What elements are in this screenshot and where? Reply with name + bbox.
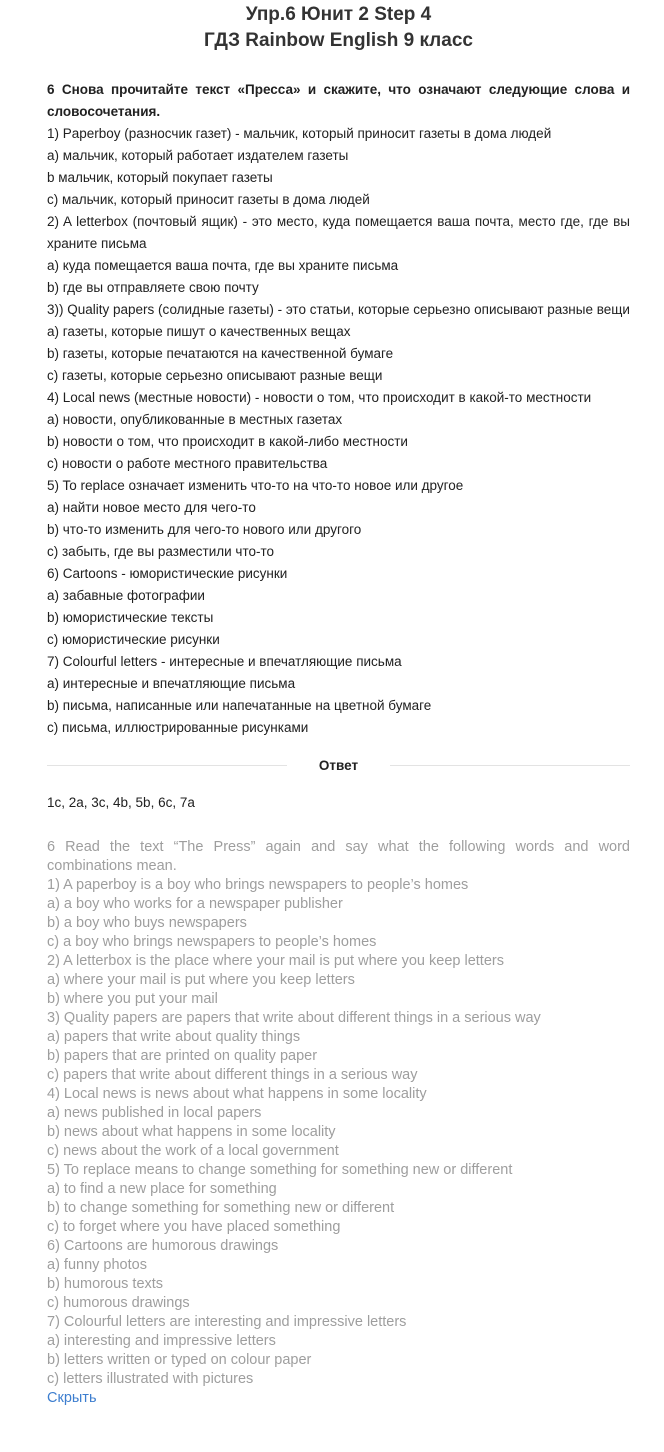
exercise-line-en: b) news about what happens in some locality (47, 1124, 336, 1140)
exercise-line-en: 7) Colourful letters are interesting and impressive letters (47, 1314, 407, 1330)
divider-line-right (390, 765, 630, 766)
divider-line-left (47, 765, 287, 766)
exercise-line-ru: b) новости о том, что происходит в какой-либо местности (47, 434, 408, 449)
exercise-line-en: 3) Quality papers are papers that write about different things in a serious way (47, 1010, 541, 1026)
exercise-lines-ru (47, 123, 630, 739)
exercise-line-en: a) news published in local papers (47, 1105, 262, 1121)
exercise-line-ru: b) юмористические тексты (47, 610, 214, 625)
answer-keys: 1c, 2a, 3c, 4b, 5b, 6c, 7a (47, 795, 195, 810)
page (0, 4, 664, 1408)
exercise-line-en: b) to change something for something new or different (47, 1200, 395, 1216)
exercise-line-en: 1) A paperboy is a boy who brings newspapers to people’s homes (47, 877, 469, 893)
exercise-line-ru: 3)) Quality papers (солидные газеты) - это статьи, которые серьезно описывают разные вещи (47, 302, 630, 317)
exercise-line-en: a) interesting and impressive letters (47, 1333, 276, 1349)
answer-divider (47, 755, 630, 775)
exercise-line-ru: 4) Local news (местные новости) - новости о том, что происходит в какой-то местности (47, 390, 592, 405)
exercise-line-en: c) a boy who brings newspapers to people’s homes (47, 934, 377, 950)
exercise-line-en: a) papers that write about quality things (47, 1029, 301, 1045)
exercise-line-ru: b) что-то изменить для чего-то нового или другого (47, 522, 362, 537)
exercise-line-ru: a) интересные и впечатляющие письма (47, 676, 296, 691)
exercise-line-en: b) where you put your mail (47, 991, 218, 1007)
exercise-line-en: c) to forget where you have placed something (47, 1219, 341, 1235)
exercise-line-en: b) a boy who buys newspapers (47, 915, 247, 931)
exercise-line-ru: 2) A letterbox (почтовый ящик) - это место, куда помещается ваша почта, место где, где вы храните письма (47, 214, 630, 251)
answer-label: Ответ (318, 757, 359, 773)
page-subtitle: ГДЗ Rainbow English 9 класс (204, 30, 473, 51)
exercise-line-ru: c) новости о работе местного правительства (47, 456, 328, 471)
exercise-line-ru: 1) Paperboy (разносчик газет) - мальчик, который приносит газеты в дома людей (47, 126, 552, 141)
exercise-line-en: b) letters written or typed on colour paper (47, 1352, 312, 1368)
hide-translation-link[interactable]: Скрыть (47, 1390, 97, 1406)
exercise-line-en: 2) A letterbox is the place where your mail is put where you keep letters (47, 953, 504, 969)
exercise-line-ru: c) юмористические рисунки (47, 632, 220, 647)
exercise-task-ru: 6 Снова прочитайте текст «Пресса» и скажите, что означают следующие слова и словосочетания. (47, 82, 630, 119)
exercise-lines-en (47, 838, 630, 1389)
exercise-line-ru: 6) Cartoons - юмористические рисунки (47, 566, 288, 581)
exercise-line-en: c) humorous drawings (47, 1295, 190, 1311)
exercise-line-en: b) humorous texts (47, 1276, 164, 1292)
exercise-line-ru: a) куда помещается ваша почта, где вы храните письма (47, 258, 399, 273)
exercise-line-ru: a) мальчик, который работает издателем газеты (47, 148, 349, 163)
exercise-line-ru: b) газеты, которые печатаются на качественной бумаге (47, 346, 394, 361)
exercise-line-ru: b) где вы отправляете свою почту (47, 280, 259, 295)
page-header (47, 4, 630, 52)
exercise-line-en: 6 Read the text “The Press” again and say what the following words and word combinations mean. (47, 839, 630, 874)
exercise-line-ru: a) забавные фотографии (47, 588, 205, 603)
exercise-en (47, 838, 630, 1408)
exercise-line-ru: c) газеты, которые серьезно описывают разные вещи (47, 368, 383, 383)
exercise-line-ru: c) забыть, где вы разместили что-то (47, 544, 275, 559)
exercise-line-ru: b) письма, написанные или напечатанные на цветной бумаге (47, 698, 432, 713)
exercise-line-ru: c) мальчик, который приносит газеты в дома людей (47, 192, 370, 207)
exercise-line-ru: 5) To replace означает изменить что-то на что-то новое или другое (47, 478, 464, 493)
exercise-line-ru: a) найти новое место для чего-то (47, 500, 256, 515)
exercise-line-ru: c) письма, иллюстрированные рисунками (47, 720, 309, 735)
exercise-line-ru: b мальчик, который покупает газеты (47, 170, 273, 185)
exercise-line-en: c) news about the work of a local government (47, 1143, 339, 1159)
exercise-line-en: a) to find a new place for something (47, 1181, 277, 1197)
exercise-line-en: c) letters illustrated with pictures (47, 1371, 254, 1387)
exercise-line-en: 6) Cartoons are humorous drawings (47, 1238, 279, 1254)
exercise-line-ru: a) новости, опубликованные в местных газетах (47, 412, 343, 427)
exercise-line-en: a) funny photos (47, 1257, 147, 1273)
exercise-line-en: 4) Local news is news about what happens in some locality (47, 1086, 427, 1102)
page-title: Упр.6 Юнит 2 Step 4 (245, 4, 432, 25)
exercise-line-en: c) papers that write about different things in a serious way (47, 1067, 418, 1083)
exercise-line-ru: a) газеты, которые пишут о качественных вещах (47, 324, 351, 339)
exercise-line-ru: 7) Colourful letters - интересные и впечатляющие письма (47, 654, 402, 669)
exercise-line-en: a) a boy who works for a newspaper publisher (47, 896, 343, 912)
exercise-line-en: 5) To replace means to change something for something new or different (47, 1162, 513, 1178)
exercise-line-en: a) where your mail is put where you keep letters (47, 972, 355, 988)
exercise-line-en: b) papers that are printed on quality paper (47, 1048, 318, 1064)
exercise-ru (47, 79, 630, 739)
